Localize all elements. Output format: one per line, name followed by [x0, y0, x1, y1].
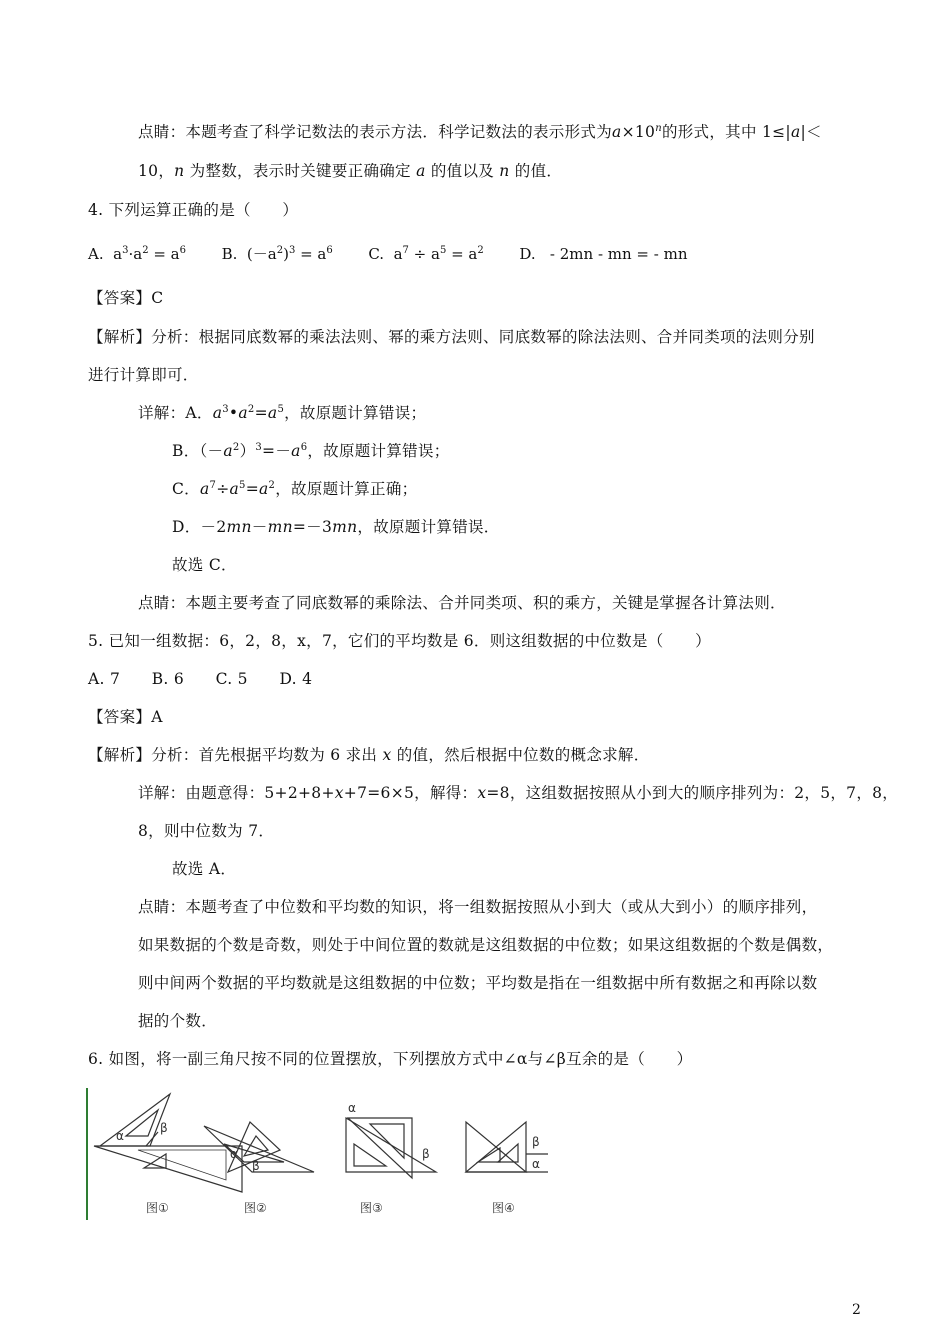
fig4-caption: 图④ — [492, 1201, 515, 1215]
fig4-inner-b — [498, 1144, 518, 1162]
select-5: 故选 A． — [172, 860, 237, 878]
fig1-bottom-inner-line — [138, 1150, 226, 1180]
dianjing-q3-line2: 10，n 为整数，表示时关键要正确确定 a 的值以及 n 的值． — [138, 162, 563, 180]
fig4-inner-a — [478, 1148, 500, 1162]
detail-4-c: C．$a^7\div a^5=a^2$，故原题计算正确； — [172, 479, 418, 498]
fig1-alpha: α — [116, 1129, 124, 1143]
dianjing-q5-line2: 如果数据的个数是奇数，则处于中间位置的数就是这组数据的中位数；如果这组数据的个数是偶数， — [138, 936, 834, 954]
fig3-alpha: α — [348, 1101, 356, 1115]
question-4-options: A. $a^3\cdot a^2 = a^6$ B. $(-a^2)^3 = a^6$ C. $a^7 \div a^5 = a^2$ D. - 2mn - mn = - mn — [88, 245, 688, 263]
dianjing-q4: 点睛：本题主要考查了同底数幂的乘除法、合并同类项、积的乘方，关键是掌握各计算法则． — [138, 594, 786, 612]
triangle-rulers-figure — [86, 1088, 606, 1220]
fig3-beta: β — [422, 1147, 430, 1161]
question-5-options: A. 7 B. 6 C. 5 D. 4 — [88, 670, 313, 688]
answer-4: 【答案】C — [88, 289, 164, 307]
detail-4-d: D．－2mn－mn=－3mn，故原题计算错误． — [172, 518, 500, 536]
question-4: 4. 下列运算正确的是（ ） — [88, 201, 299, 219]
fig1-top-triangle — [100, 1094, 170, 1146]
fig2-beta: β — [252, 1159, 260, 1173]
page-number: 2 — [852, 1302, 861, 1318]
dianjing-q3-line1: 点睛：本题考查了科学记数法的表示方法．科学记数法的表示形式为$a\times 10^n$的形式，其中 1≤|a|＜ — [138, 122, 822, 141]
detail-4-b: B．$(-a^2)^3=-a^6$，故原题计算错误； — [172, 441, 450, 460]
dianjing-q5-line1: 点睛：本题考查了中位数和平均数的知识，将一组数据按照从小到大（或从大到小）的顺序排列， — [138, 898, 818, 916]
fig1-bottom-triangle — [94, 1146, 242, 1192]
fig2-small-inner — [244, 1136, 268, 1156]
select-4: 故选 C． — [172, 556, 237, 574]
dianjing-q5-line4: 据的个数． — [138, 1012, 218, 1030]
fig4-alpha: α — [532, 1157, 540, 1171]
analysis-5: 【解析】分析：首先根据平均数为 6 求出 x 的值，然后根据中位数的概念求解． — [88, 746, 650, 764]
question-6: 6. 如图，将一副三角尺按不同的位置摆放，下列摆放方式中∠α与∠β互余的是（ ） — [88, 1050, 693, 1068]
fig1-beta: β — [160, 1121, 168, 1135]
figure-1 — [94, 1094, 242, 1192]
analysis-4-line2: 进行计算即可． — [88, 366, 199, 384]
fig4-beta: β — [532, 1135, 540, 1149]
fig3-caption: 图③ — [360, 1201, 383, 1215]
fig3-upper-triangle — [348, 1118, 412, 1178]
question-5: 5. 已知一组数据：6，2，8，x，7，它们的平均数是 6．则这组数据的中位数是（ ） — [88, 632, 711, 650]
detail-4-a: 详解：A．$a^3•a^2=a^5$，故原题计算错误； — [138, 403, 427, 422]
fig2-alpha: α — [230, 1147, 238, 1161]
fig1-cross-line — [146, 1132, 158, 1146]
fig3-upper-inner — [370, 1124, 404, 1158]
analysis-4-line1: 【解析】分析：根据同底数幂的乘法法则、幂的乘方法则、同底数幂的除法法则、合并同类项的法则分别 — [88, 328, 815, 346]
fig1-caption: 图① — [146, 1201, 169, 1215]
fig3-lower-inner — [354, 1144, 386, 1166]
fig2-caption: 图② — [244, 1201, 267, 1215]
detail-5-line2: 8，则中位数为 7． — [138, 822, 275, 840]
answer-5: 【答案】A — [88, 708, 163, 726]
detail-5-line1: 详解：由题意得：5+2+8+x+7=6×5，解得：x=8，这组数据按照从小到大的顺序排列为：2，5，7，8， — [138, 784, 899, 802]
dianjing-q5-line3: 则中间两个数据的平均数就是这组数据的中位数；平均数是指在一组数据中所有数据之和再除以数 — [138, 974, 818, 992]
